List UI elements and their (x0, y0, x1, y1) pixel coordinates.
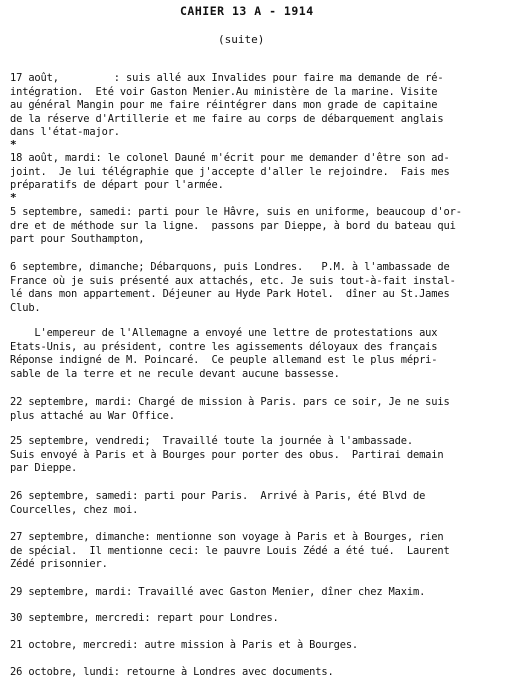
diary-entry-22-septembre (10, 396, 511, 423)
diary-entry-18-aout (10, 152, 511, 193)
diary-entry-6-septembre (10, 261, 511, 315)
entry-line: plus attaché au War Office. (10, 409, 175, 422)
entry-line: préparatifs de départ pour l'armée. (10, 179, 224, 191)
entry-line: 22 septembre, mardi: Chargé de mission à Paris. pars ce soir, Je ne suis (10, 396, 450, 408)
entry-line: Réponse indigné de M. Poincaré. Ce peuple allemand est le plus mépri- (10, 354, 438, 366)
entry-line: au général Mangin pour me faire réintégrer dans mon grade de capitaine (10, 99, 438, 111)
entry-line: 18 août, mardi: le colonel Dauné m'écrit pour me demander d'être son ad- (10, 152, 450, 164)
asterisk-mark: * (10, 191, 17, 204)
entry-line: Etats-Unis, au président, contre les agissements déloyaux des français (10, 340, 438, 353)
entry-line: Courcelles, chez moi. (10, 503, 139, 516)
entry-line: part pour Southampton, (10, 233, 145, 245)
diary-entry-25-septembre (10, 435, 511, 476)
diary-entry-29-septembre (10, 586, 511, 600)
entry-line: 26 septembre, samedi: parti pour Paris. Arrivé à Paris, été Blvd de (10, 490, 426, 502)
entry-line: sable de la terre et ne recule devant aucune bassesse. (10, 367, 340, 380)
entry-line: 25 septembre, vendredi; Travaillé toute la journée à l'ambassade. (10, 435, 413, 447)
entry-line: intégration. Eté voir Gaston Menier.Au ministère de la marine. Visite (10, 85, 438, 98)
entry-line: joint. Je lui télégraphie que j'accepte d'aller le rejoindre. Fais mes (10, 165, 450, 178)
entry-line: 21 octobre, mercredi: autre mission à Paris et à Bourges. (10, 639, 359, 651)
entry-line: par Dieppe. (10, 462, 78, 474)
entry-line: 5 septembre, samedi: parti pour le Hâvre, suis en uniforme, beaucoup d'or- (10, 206, 462, 218)
entry-line: 29 septembre, mardi: Travaillé avec Gaston Menier, dîner chez Maxim. (10, 586, 426, 598)
entry-line: dre et de méthode sur la ligne. passons par Dieppe, à bord du bateau qui (10, 219, 456, 232)
diary-entry-5-septembre (10, 206, 511, 247)
entry-line: de spécial. Il mentionne ceci: le pauvre Louis Zédé a été tué. Laurent (10, 544, 450, 557)
entry-line: L'empereur de l'Allemagne a envoyé une lettre de protestations aux (10, 327, 438, 339)
diary-entry-17-aout (10, 72, 511, 140)
diary-entry-27-septembre (10, 531, 511, 572)
entry-line: 26 octobre, lundi: retourne à Londres avec documents. (10, 666, 334, 678)
entry-line: 6 septembre, dimanche; Débarquons, puis Londres. P.M. à l'ambassade de (10, 261, 450, 273)
entry-line: 27 septembre, dimanche: mentionne son voyage à Paris et à Bourges, rien (10, 531, 444, 543)
diary-entry-21-octobre (10, 639, 511, 653)
entry-line: lé dans mon appartement. Déjeuner au Hyde Park Hotel. dîner au St.James (10, 288, 450, 300)
entry-line: dans l'état-major. (10, 126, 120, 138)
diary-entry-30-septembre (10, 612, 511, 626)
entry-line: de la réserve d'Artillerie et me faire au corps de débarquement anglais (10, 112, 444, 125)
asterisk-mark: * (10, 138, 17, 151)
entry-line: Zédé prisonnier. (10, 558, 108, 570)
diary-entry-26-octobre (10, 666, 511, 680)
entry-line: Club. (10, 301, 41, 314)
diary-entry-26-septembre (10, 490, 511, 517)
entry-line: France où je suis présenté aux attachés, etc. Je suis tout-à-fait instal- (10, 274, 456, 287)
entry-line: Suis envoyé à Paris et à Bourges pour porter des obus. Partirai demain (10, 448, 444, 461)
page-title: CAHIER 13 A - 1914 (180, 4, 314, 18)
diary-paragraph-allemagne (10, 327, 511, 381)
entry-line: 17 août, : suis allé aux Invalides pour faire ma demande de ré- (10, 72, 444, 84)
page-subtitle: (suite) (218, 33, 265, 46)
entry-line: 30 septembre, mercredi: repart pour Londres. (10, 612, 279, 624)
